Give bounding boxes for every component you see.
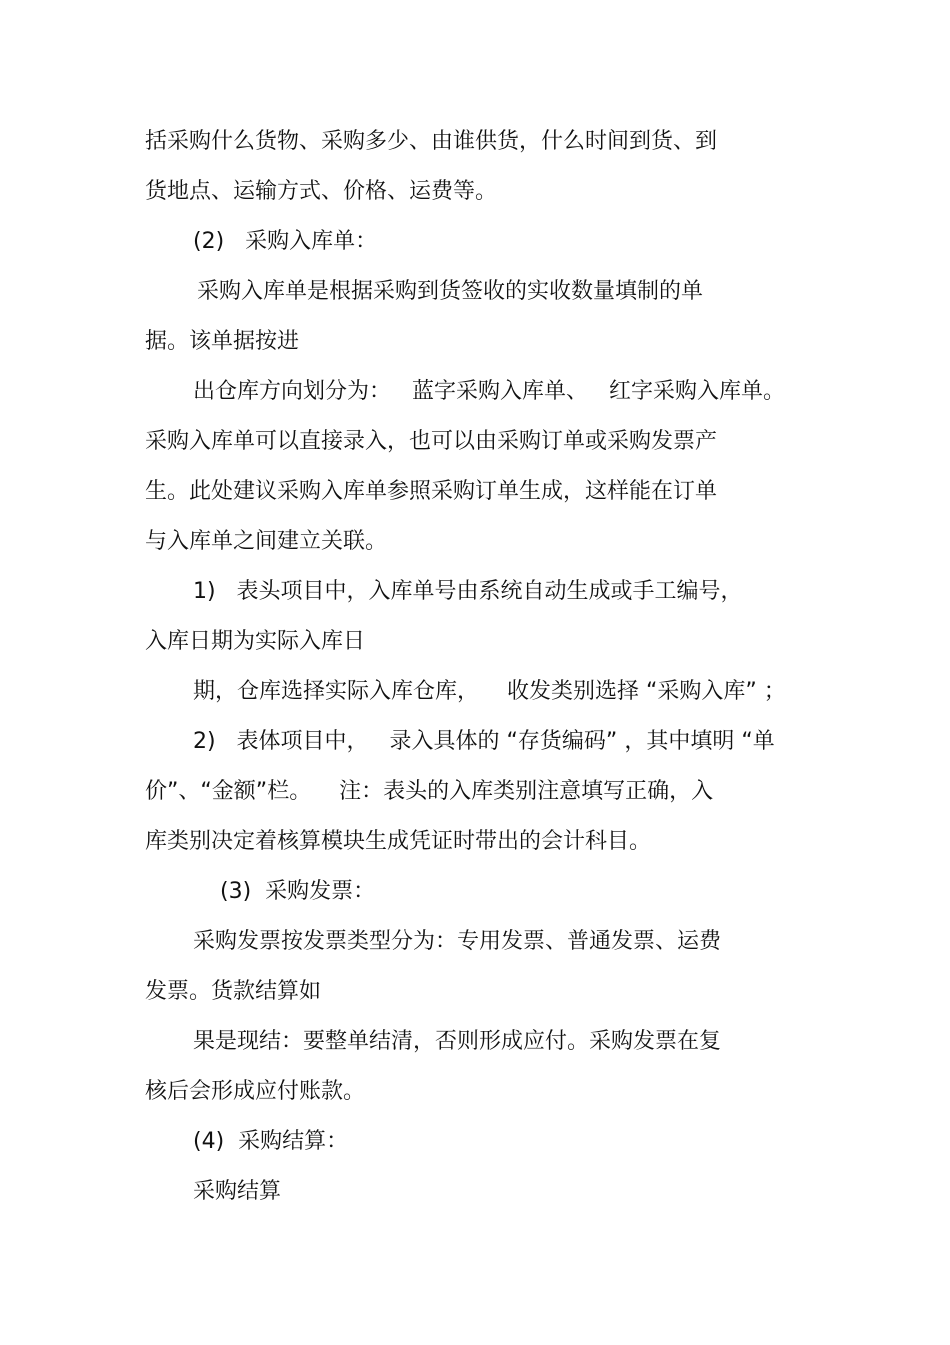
text-line-19: 果是现结：要整单结清，否则形成应付。采购发票在复 — [193, 1029, 722, 1054]
text-line-9: 与入库单之间建立关联。 — [145, 529, 388, 554]
text-line-6: 出仓库方向划分为： 蓝字采购入库单、 红字采购入库单。 — [193, 379, 785, 404]
text-line-11: 入库日期为实际入库日 — [145, 629, 366, 654]
text-line-2: 货地点、运输方式、价格、运费等。 — [145, 179, 498, 204]
text-line-14: 价”、“金额”栏。 注：表头的入库类别注意填写正确，入 — [145, 779, 714, 804]
text-line-15: 库类别决定着核算模块生成凭证时带出的会计科目。 — [145, 829, 652, 854]
text-line-1: 括采购什么货物、采购多少、由谁供货，什么时间到货、到 — [145, 129, 718, 154]
list-item-1: 1) 表头项目中，入库单号由系统自动生成或手工编号， — [193, 579, 743, 604]
text-line-5: 据。该单据按进 — [145, 329, 300, 354]
text-line-8: 生。此处建议采购入库单参照采购订单生成，这样能在订单 — [145, 479, 718, 504]
section-heading-purchase-receipt: (2) 采购入库单： — [193, 229, 378, 254]
list-item-2: 2) 表体项目中， 录入具体的 “存货编码” ，其中填明 “单 — [193, 729, 775, 754]
text-line-20: 核后会形成应付账款。 — [145, 1079, 366, 1104]
text-line-22: 采购结算 — [193, 1179, 282, 1204]
text-line-17: 采购发票按发票类型分为：专用发票、普通发票、运费 — [193, 929, 722, 954]
text-line-12: 期，仓库选择实际入库仓库， 收发类别选择 “采购入库” ； — [193, 679, 786, 704]
section-heading-purchase-settlement: (4) 采购结算： — [193, 1129, 349, 1154]
text-line-4: 采购入库单是根据采购到货签收的实收数量填制的单 — [190, 279, 703, 304]
text-line-7: 采购入库单可以直接录入，也可以由采购订单或采购发票产 — [145, 429, 718, 454]
section-heading-purchase-invoice: (3) 采购发票： — [220, 879, 376, 904]
text-line-18: 发票。货款结算如 — [145, 979, 322, 1004]
